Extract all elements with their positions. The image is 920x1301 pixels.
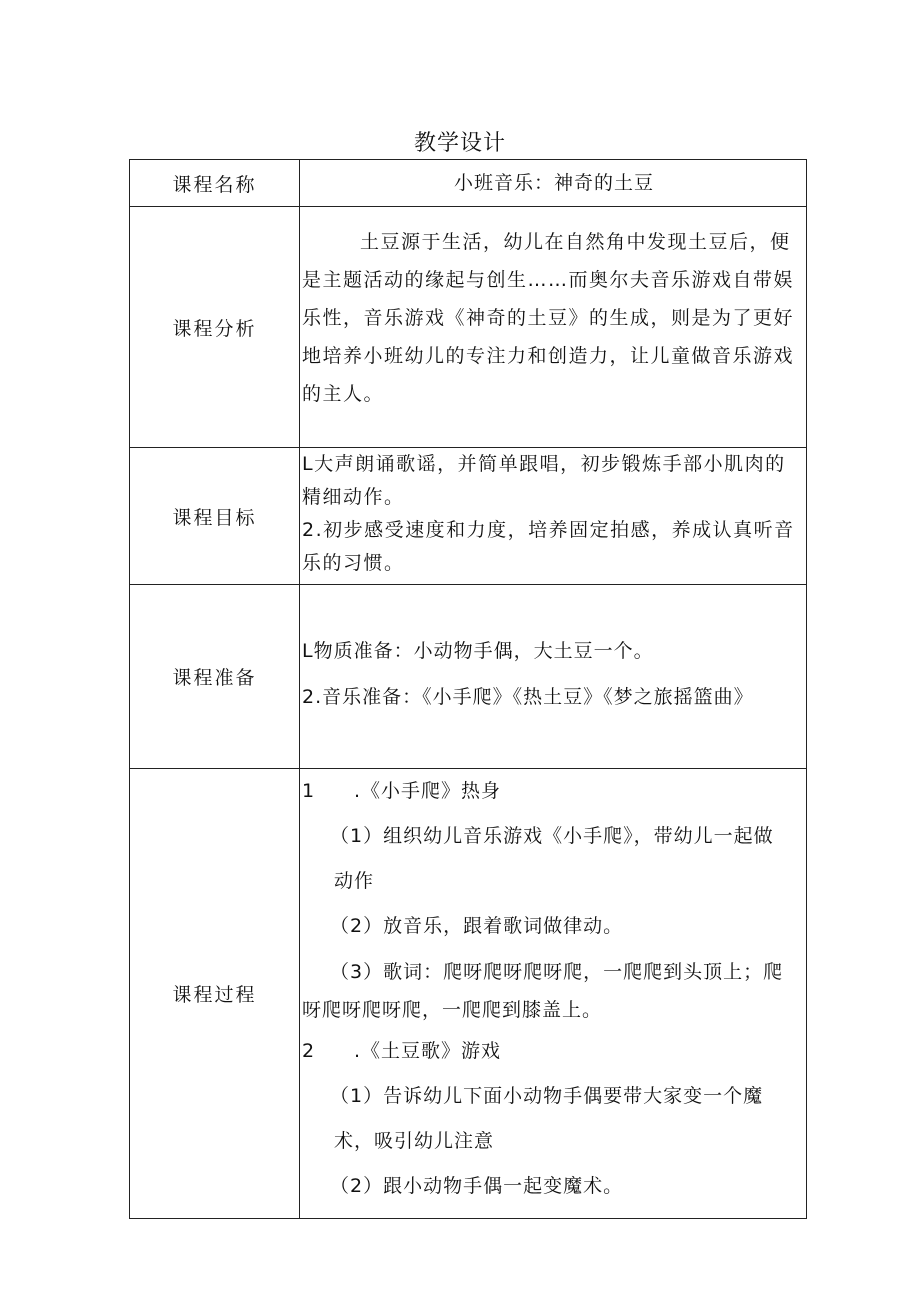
section-number: 2: [302, 1040, 316, 1062]
process-step: （2）放音乐，跟着歌词做律动。: [330, 915, 624, 937]
process-step: （2）跟小动物手偶一起变魔术。: [330, 1175, 624, 1197]
course-analysis-paragraph: 土豆源于生活，幼儿在自然角中发现土豆后，便是主题活动的缘起与创生……而奥尔夫音乐游戏自带娱乐性，音乐游戏《神奇的土豆》的生成，则是为了更好地培养小班幼儿的专注力和创造力，让儿童做音乐游戏的主人。: [302, 231, 795, 405]
course-name-label: 课程名称: [130, 160, 300, 207]
table-row-course-prep: [130, 585, 807, 769]
table-row-course-name: [130, 160, 807, 207]
process-step: 呀爬呀爬呀爬，一爬爬到膝盖上。: [302, 999, 603, 1021]
goal-item: L大声朗诵歌谣，并简单跟唱，初步锻炼手部小肌肉的精细动作。: [302, 453, 786, 508]
section-number: 1: [302, 780, 316, 802]
course-name-value: 小班音乐：神奇的土豆: [300, 160, 807, 207]
prep-item: L物质准备：小动物手偶，大土豆一个。: [302, 640, 654, 662]
course-goals-label: 课程目标: [130, 448, 300, 585]
course-analysis-label: 课程分析: [130, 207, 300, 448]
process-section-heading: [302, 1029, 806, 1074]
table-row-course-goals: [130, 448, 807, 585]
table-row-course-process: [130, 769, 807, 1219]
prep-item: 2.音乐准备：《小手爬》《热土豆》《梦之旅摇篮曲》: [302, 686, 754, 708]
section-heading-text: .《土豆歌》游戏: [354, 1040, 502, 1062]
course-prep-label: 课程准备: [130, 585, 300, 769]
lesson-plan-table: [129, 159, 807, 1219]
course-process-content: [300, 769, 807, 1219]
process-step: （3）歌词：爬呀爬呀爬呀爬，一爬爬到头顶上；爬: [330, 961, 784, 983]
course-process-label: 课程过程: [130, 769, 300, 1219]
page-title: 教学设计: [413, 131, 506, 156]
goal-item: 2.初步感受速度和力度，培养固定拍感，养成认真听音乐的习惯。: [302, 519, 795, 574]
table-row-course-analysis: [130, 207, 807, 448]
course-goals-list: [300, 448, 807, 585]
course-prep-list: [300, 585, 807, 769]
process-step: （1）组织幼儿音乐游戏《小手爬》，带幼儿一起做: [330, 825, 774, 847]
course-analysis-text: [300, 207, 807, 448]
process-step: 动作: [334, 870, 375, 892]
process-step: （1）告诉幼儿下面小动物手偶要带大家变一个魔: [330, 1085, 764, 1107]
section-heading-text: .《小手爬》热身: [354, 780, 502, 802]
process-section-heading: [302, 769, 806, 814]
process-step: 术，吸引幼儿注意: [334, 1130, 495, 1152]
